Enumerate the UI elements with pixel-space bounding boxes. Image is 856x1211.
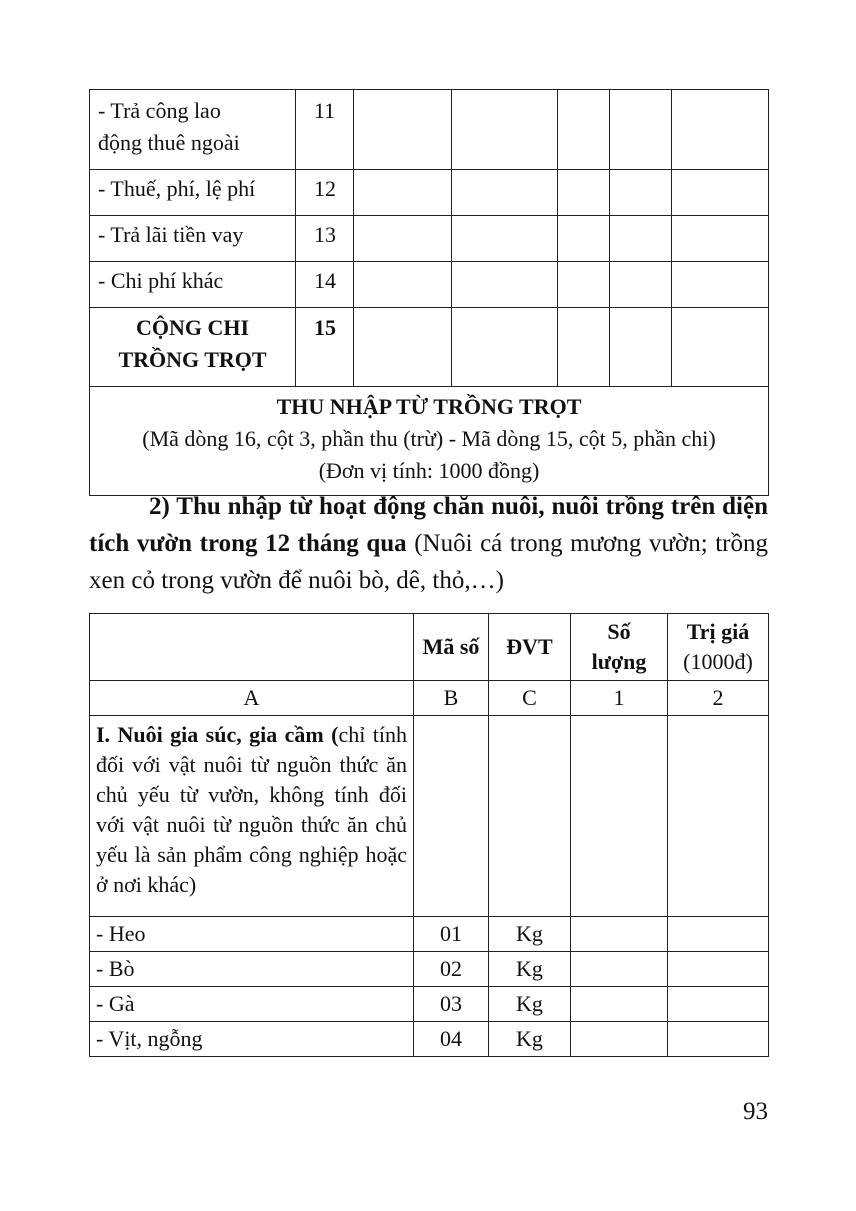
header-quantity: Số lượng: [571, 614, 668, 681]
item-code: 04: [414, 1022, 489, 1057]
item-name: - Vịt, ngỗng: [90, 1022, 414, 1057]
summary-unit: (Đơn vị tính: 1000 đồng): [318, 458, 540, 483]
section-row: [90, 716, 769, 917]
col-index: C: [489, 681, 571, 716]
section-heading: 2) Thu nhập từ hoạt động chăn nuôi, nuôi trồng trên diện tích vườn trong 12 tháng qua: [89, 493, 768, 557]
row-label: - Thuế, phí, lệ phí: [90, 170, 296, 216]
total-label: CỘNG CHI TRỒNG TRỌT: [90, 308, 296, 387]
total-row: [90, 308, 769, 387]
row-label: - Trả công lao động thuê ngoài: [90, 90, 296, 170]
item-name: - Heo: [90, 917, 414, 952]
item-unit: Kg: [489, 1022, 571, 1057]
header-blank: [90, 614, 414, 681]
item-name: - Gà: [90, 987, 414, 1022]
col-index: 1: [571, 681, 668, 716]
item-code: 02: [414, 952, 489, 987]
item-unit: Kg: [489, 917, 571, 952]
table-row: [90, 917, 769, 952]
table-row: [90, 987, 769, 1022]
summary-row: [90, 387, 769, 496]
total-code: 15: [296, 308, 354, 387]
row-code: 12: [296, 170, 354, 216]
row-code: 14: [296, 262, 354, 308]
item-unit: Kg: [489, 952, 571, 987]
expense-table: [89, 89, 769, 496]
table-row: [90, 170, 769, 216]
row-code: 11: [296, 90, 354, 170]
row-label: - Chi phí khác: [90, 262, 296, 308]
summary-title: THU NHẬP TỪ TRỒNG TRỌT: [276, 394, 582, 419]
table-row: [90, 262, 769, 308]
item-name: - Bò: [90, 952, 414, 987]
summary-formula: (Mã dòng 16, cột 3, phần thu (trừ) - Mã dòng 15, cột 5, phần chi): [142, 426, 716, 451]
col-index: 2: [668, 681, 769, 716]
page-number: 93: [743, 1098, 768, 1125]
summary-cell: [90, 387, 769, 496]
col-index: B: [414, 681, 489, 716]
header-value: Trị giá (1000đ): [668, 614, 769, 681]
header-unit: ĐVT: [489, 614, 571, 681]
table-row: [90, 1022, 769, 1057]
col-index: A: [90, 681, 414, 716]
column-index-row: [90, 681, 769, 716]
table-row: [90, 216, 769, 262]
table-row: [90, 90, 769, 170]
section-paragraph: [89, 488, 768, 599]
item-code: 01: [414, 917, 489, 952]
item-unit: Kg: [489, 987, 571, 1022]
table-row: [90, 952, 769, 987]
row-label: - Trả lãi tiền vay: [90, 216, 296, 262]
row-code: 13: [296, 216, 354, 262]
header-code: Mã số: [414, 614, 489, 681]
livestock-table: [89, 613, 769, 1057]
header-row: [90, 614, 769, 681]
item-code: 03: [414, 987, 489, 1022]
section-note: (Nuôi cá trong mương vườn; trồng xen cỏ trong vườn để nuôi bò, dê, thỏ,…): [89, 530, 768, 594]
section-description: I. Nuôi gia súc, gia cầm (chỉ tính đối với vật nuôi từ nguồn thức ăn chủ yếu từ vườn, không tính đối với vật nuôi từ nguồn thức ăn chủ yếu là sản phẩm công nghiệp hoặc ở nơi khác): [90, 716, 414, 917]
